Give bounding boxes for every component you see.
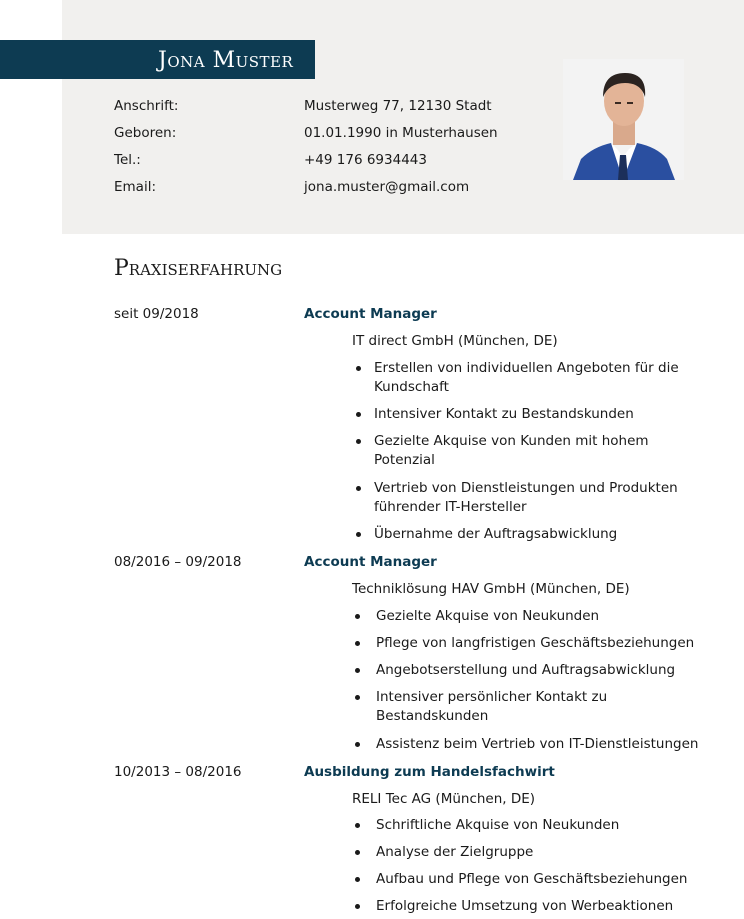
entry-company: IT direct GmbH (München, DE) xyxy=(352,333,558,349)
born-label: Geboren: xyxy=(114,125,177,141)
list-item: Analyse der Zielgruppe xyxy=(376,843,706,862)
bullet-icon xyxy=(356,412,361,417)
entry-title: Ausbildung zum Handelsfachwirt xyxy=(304,764,555,780)
entry-company: RELI Tec AG (München, DE) xyxy=(352,791,536,807)
list-item: Erstellen von individuellen Angeboten für die Kundschaft xyxy=(374,359,704,397)
entry-title: Account Manager xyxy=(304,306,437,322)
bullet-icon xyxy=(355,904,360,909)
list-item: Gezielte Akquise von Neukunden xyxy=(376,607,706,626)
list-item: Pflege von langfristigen Geschäftsbeziehungen xyxy=(376,634,706,653)
born-value: 01.01.1990 in Musterhausen xyxy=(304,125,498,141)
portrait-photo xyxy=(563,59,684,180)
phone-value: +49 176 6934443 xyxy=(304,152,427,168)
bullet-icon xyxy=(356,439,361,444)
list-item: Angebotserstellung und Auftragsabwicklung xyxy=(376,661,706,680)
list-item: Aufbau und Pflege von Geschäftsbeziehungen xyxy=(376,870,706,889)
bullet-icon xyxy=(355,695,360,700)
address-value: Musterweg 77, 12130 Stadt xyxy=(304,98,492,114)
phone-label: Tel.: xyxy=(114,152,141,168)
bullet-icon xyxy=(356,366,361,371)
list-item: Erfolgreiche Umsetzung von Werbeaktionen xyxy=(376,897,706,916)
address-label: Anschrift: xyxy=(114,98,179,114)
entry-title: Account Manager xyxy=(304,554,437,570)
entry-company: Techniklösung HAV GmbH (München, DE) xyxy=(352,581,630,597)
bullet-icon xyxy=(355,823,360,828)
entry-period: 10/2013 – 08/2016 xyxy=(114,764,242,780)
list-item: Vertrieb von Dienstleistungen und Produkten führender IT-Hersteller xyxy=(374,479,704,517)
candidate-name: Jona Muster xyxy=(158,48,294,73)
bullet-icon xyxy=(356,532,361,537)
list-item: Assistenz beim Vertrieb von IT-Dienstleistungen xyxy=(376,735,706,754)
list-item: Schriftliche Akquise von Neukunden xyxy=(376,816,706,835)
email-value: jona.muster@gmail.com xyxy=(304,179,470,195)
bullet-icon xyxy=(355,742,360,747)
person-icon xyxy=(563,59,684,180)
bullet-icon xyxy=(355,641,360,646)
list-item: Intensiver persönlicher Kontakt zu Bestandskunden xyxy=(376,688,706,726)
list-item: Intensiver Kontakt zu Bestandskunden xyxy=(374,405,704,424)
list-item: Übernahme der Auftragsabwicklung xyxy=(374,525,704,544)
bullet-icon xyxy=(355,614,360,619)
bullet-icon xyxy=(355,668,360,673)
bullet-icon xyxy=(356,486,361,491)
bullet-icon xyxy=(355,877,360,882)
bullet-icon xyxy=(355,850,360,855)
list-item: Gezielte Akquise von Kunden mit hohem Potenzial xyxy=(374,432,704,470)
entry-period: 08/2016 – 09/2018 xyxy=(114,554,242,570)
entry-period: seit 09/2018 xyxy=(114,306,199,322)
email-label: Email: xyxy=(114,179,157,195)
section-title-experience: Praxiserfahrung xyxy=(114,256,283,281)
